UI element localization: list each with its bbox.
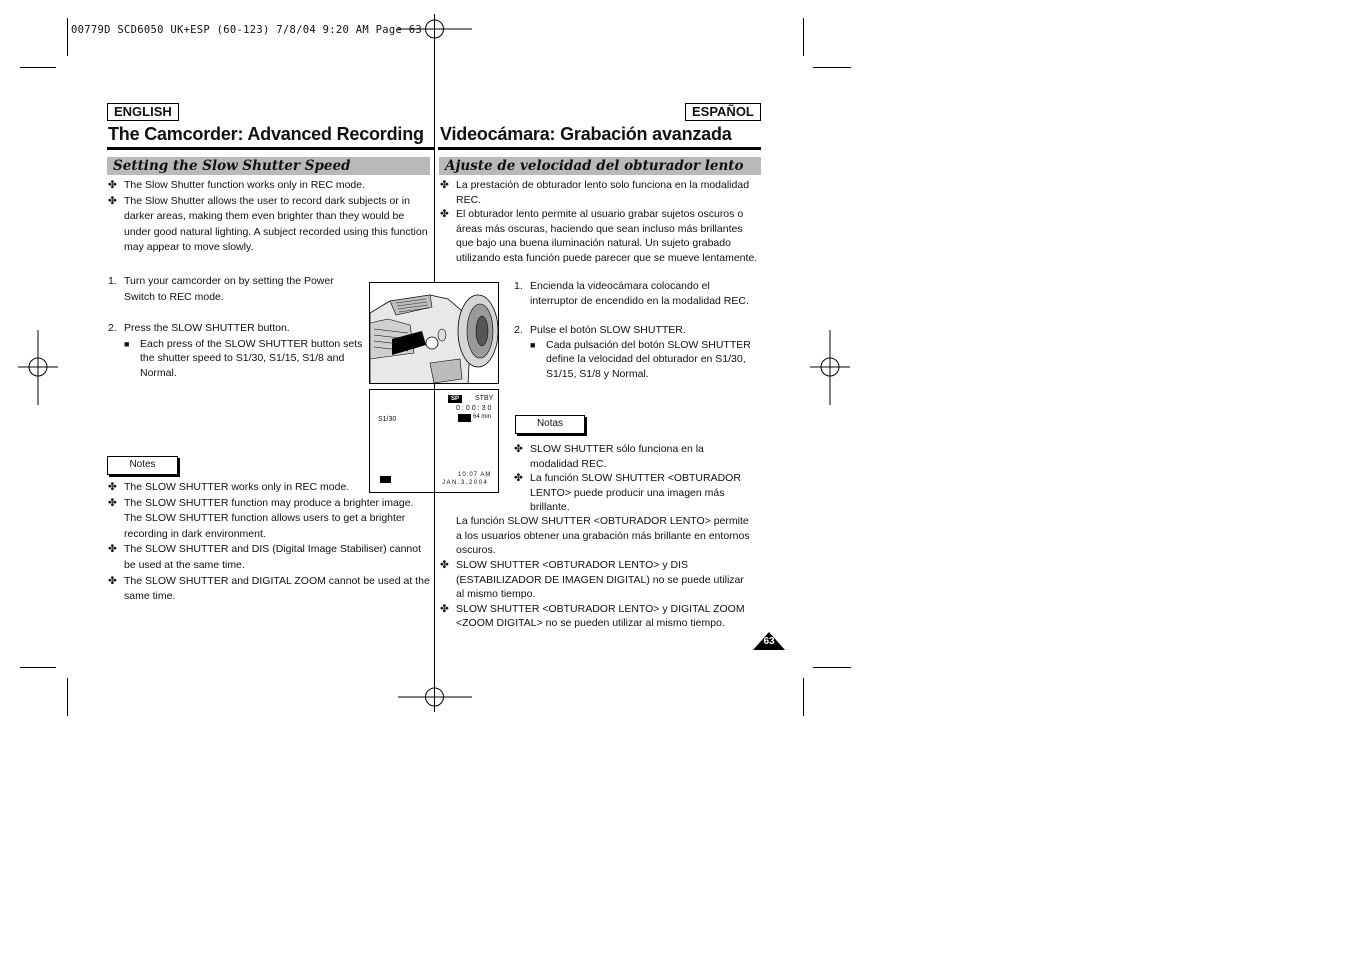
lcd-battery-time: 64 min xyxy=(473,414,492,420)
lcd-counter: 0:00:30 xyxy=(456,405,494,412)
page-title-spanish: Videocámara: Grabación avanzada xyxy=(440,124,732,144)
print-slug: 00779D SCD6050 UK+ESP (60-123) 7/8/04 9:20 AM Page 63 xyxy=(71,24,422,36)
title-rule-english xyxy=(107,147,434,150)
notes-label-english: Notes xyxy=(107,456,178,475)
page-title-english: The Camcorder: Advanced Recording xyxy=(108,124,424,144)
camcorder-illustration xyxy=(369,282,499,384)
page-number-badge xyxy=(753,632,785,650)
bullet-icon: ✤ xyxy=(108,179,117,191)
page-number: 63 xyxy=(763,636,775,647)
bullet-icon: ✤ xyxy=(440,208,449,221)
square-bullet-icon: ■ xyxy=(124,338,130,349)
notes-list-spanish-b xyxy=(440,558,752,631)
lang-tag-english: ENGLISH xyxy=(107,103,179,121)
step-number: 2. xyxy=(108,322,117,334)
bullet-icon: ✤ xyxy=(440,559,449,571)
step-number: 1. xyxy=(514,280,523,292)
step-2-english: 2. Press the SLOW SHUTTER button. ■ Each press of the SLOW SHUTTER button sets the shutter speed to S1/30, S1/15, S1/8 and Normal. xyxy=(108,322,363,379)
step-number: 1. xyxy=(108,275,117,287)
list-item: ✤ SLOW SHUTTER <OBTURADOR LENTO> y DIS (ESTABILIZADOR DE IMAGEN DIGITAL) no se puede utilizar al mismo tiempo. xyxy=(440,559,744,601)
notes-list-spanish-a xyxy=(514,442,744,515)
lcd-time: 10:07 AM xyxy=(458,472,492,478)
lcd-shutter-speed: S1/30 xyxy=(378,416,397,423)
bullet-icon: ✤ xyxy=(108,543,117,556)
notes-paragraph-spanish: La función SLOW SHUTTER <OBTURADOR LENTO> permite a los usuarios obtener una grabación más brillante en entornos oscuros. xyxy=(456,515,750,557)
bullet-icon: ✤ xyxy=(108,574,117,587)
bullet-icon: ✤ xyxy=(440,179,449,191)
list-item: ✤ The SLOW SHUTTER function may produce a brighter image. The SLOW SHUTTER function allows users to get a brighter recording in dark environment. xyxy=(108,496,414,540)
title-rule-spanish xyxy=(438,147,761,150)
bullet-icon: ✤ xyxy=(514,472,523,485)
step-1-english: 1. Turn your camcorder on by setting the Power Switch to REC mode. xyxy=(108,275,334,303)
battery-icon xyxy=(458,414,471,422)
section-heading-english: Setting the Slow Shutter Speed xyxy=(107,157,430,175)
bullet-icon: ✤ xyxy=(514,443,523,455)
bullet-icon: ✤ xyxy=(108,481,117,493)
list-item: ✤ The SLOW SHUTTER and DIS (Digital Image Stabiliser) cannot be used at the same time. xyxy=(108,543,422,571)
list-item: ✤ El obturador lento permite al usuario grabar sujetos oscuros o áreas más oscuras, haciendo que sean incluso más brillantes que bajo una buena iluminación natural. Un sujeto grabado utilizando esta función puede parecer que se mueve lentamente. xyxy=(440,208,758,264)
bullet-icon: ✤ xyxy=(440,602,449,615)
list-item: ✤ La función SLOW SHUTTER <OBTURADOR LENTO> puede producir una imagen más brillante. xyxy=(514,472,741,514)
lcd-status: STBY xyxy=(475,395,494,402)
list-item: ✤ The SLOW SHUTTER works only in REC mode. xyxy=(108,480,430,496)
intro-list-english xyxy=(108,178,430,256)
lcd-screen-illustration xyxy=(369,389,499,493)
step-2-spanish: 2. Pulse el botón SLOW SHUTTER. ■ Cada pulsación del botón SLOW SHUTTER define la velocidad del obturador en S1/30, S1/15, S1/8 y Normal. xyxy=(514,324,751,380)
notes-list-english xyxy=(108,480,430,605)
list-item: ✤ SLOW SHUTTER <OBTURADOR LENTO> y DIGITAL ZOOM <ZOOM DIGITAL> no se pueden utilizar al mismo tiempo. xyxy=(440,602,745,630)
list-item: ✤ The Slow Shutter allows the user to record dark subjects or in darker areas, making them even brighter than they would be under good natural lighting. A subject recorded using this function may appear to move slowly. xyxy=(108,194,428,254)
intro-list-spanish xyxy=(440,178,762,266)
list-item: ✤ The SLOW SHUTTER and DIGITAL ZOOM cannot be used at the same time. xyxy=(108,574,430,603)
list-item: ✤ SLOW SHUTTER sólo funciona en la modalidad REC. xyxy=(514,443,704,470)
step-1-spanish: 1. Encienda la videocámara colocando el interruptor de encendido en la modalidad REC. xyxy=(514,280,749,307)
step-number: 2. xyxy=(514,324,523,336)
notes-label-spanish: Notas xyxy=(515,415,585,434)
lcd-date: JAN.3,2004 xyxy=(442,480,489,486)
square-bullet-icon: ■ xyxy=(530,339,536,350)
list-item: ✤ The Slow Shutter function works only in REC mode. xyxy=(108,178,430,194)
bullet-icon: ✤ xyxy=(108,194,117,207)
list-item: ✤ La prestación de obturador lento solo funciona en la modalidad REC. xyxy=(440,179,750,206)
mode-icon: SP xyxy=(448,395,462,403)
lang-tag-spanish: ESPAÑOL xyxy=(685,103,761,121)
section-heading-spanish: Ajuste de velocidad del obturador lento xyxy=(439,157,761,175)
bullet-icon: ✤ xyxy=(108,496,117,509)
